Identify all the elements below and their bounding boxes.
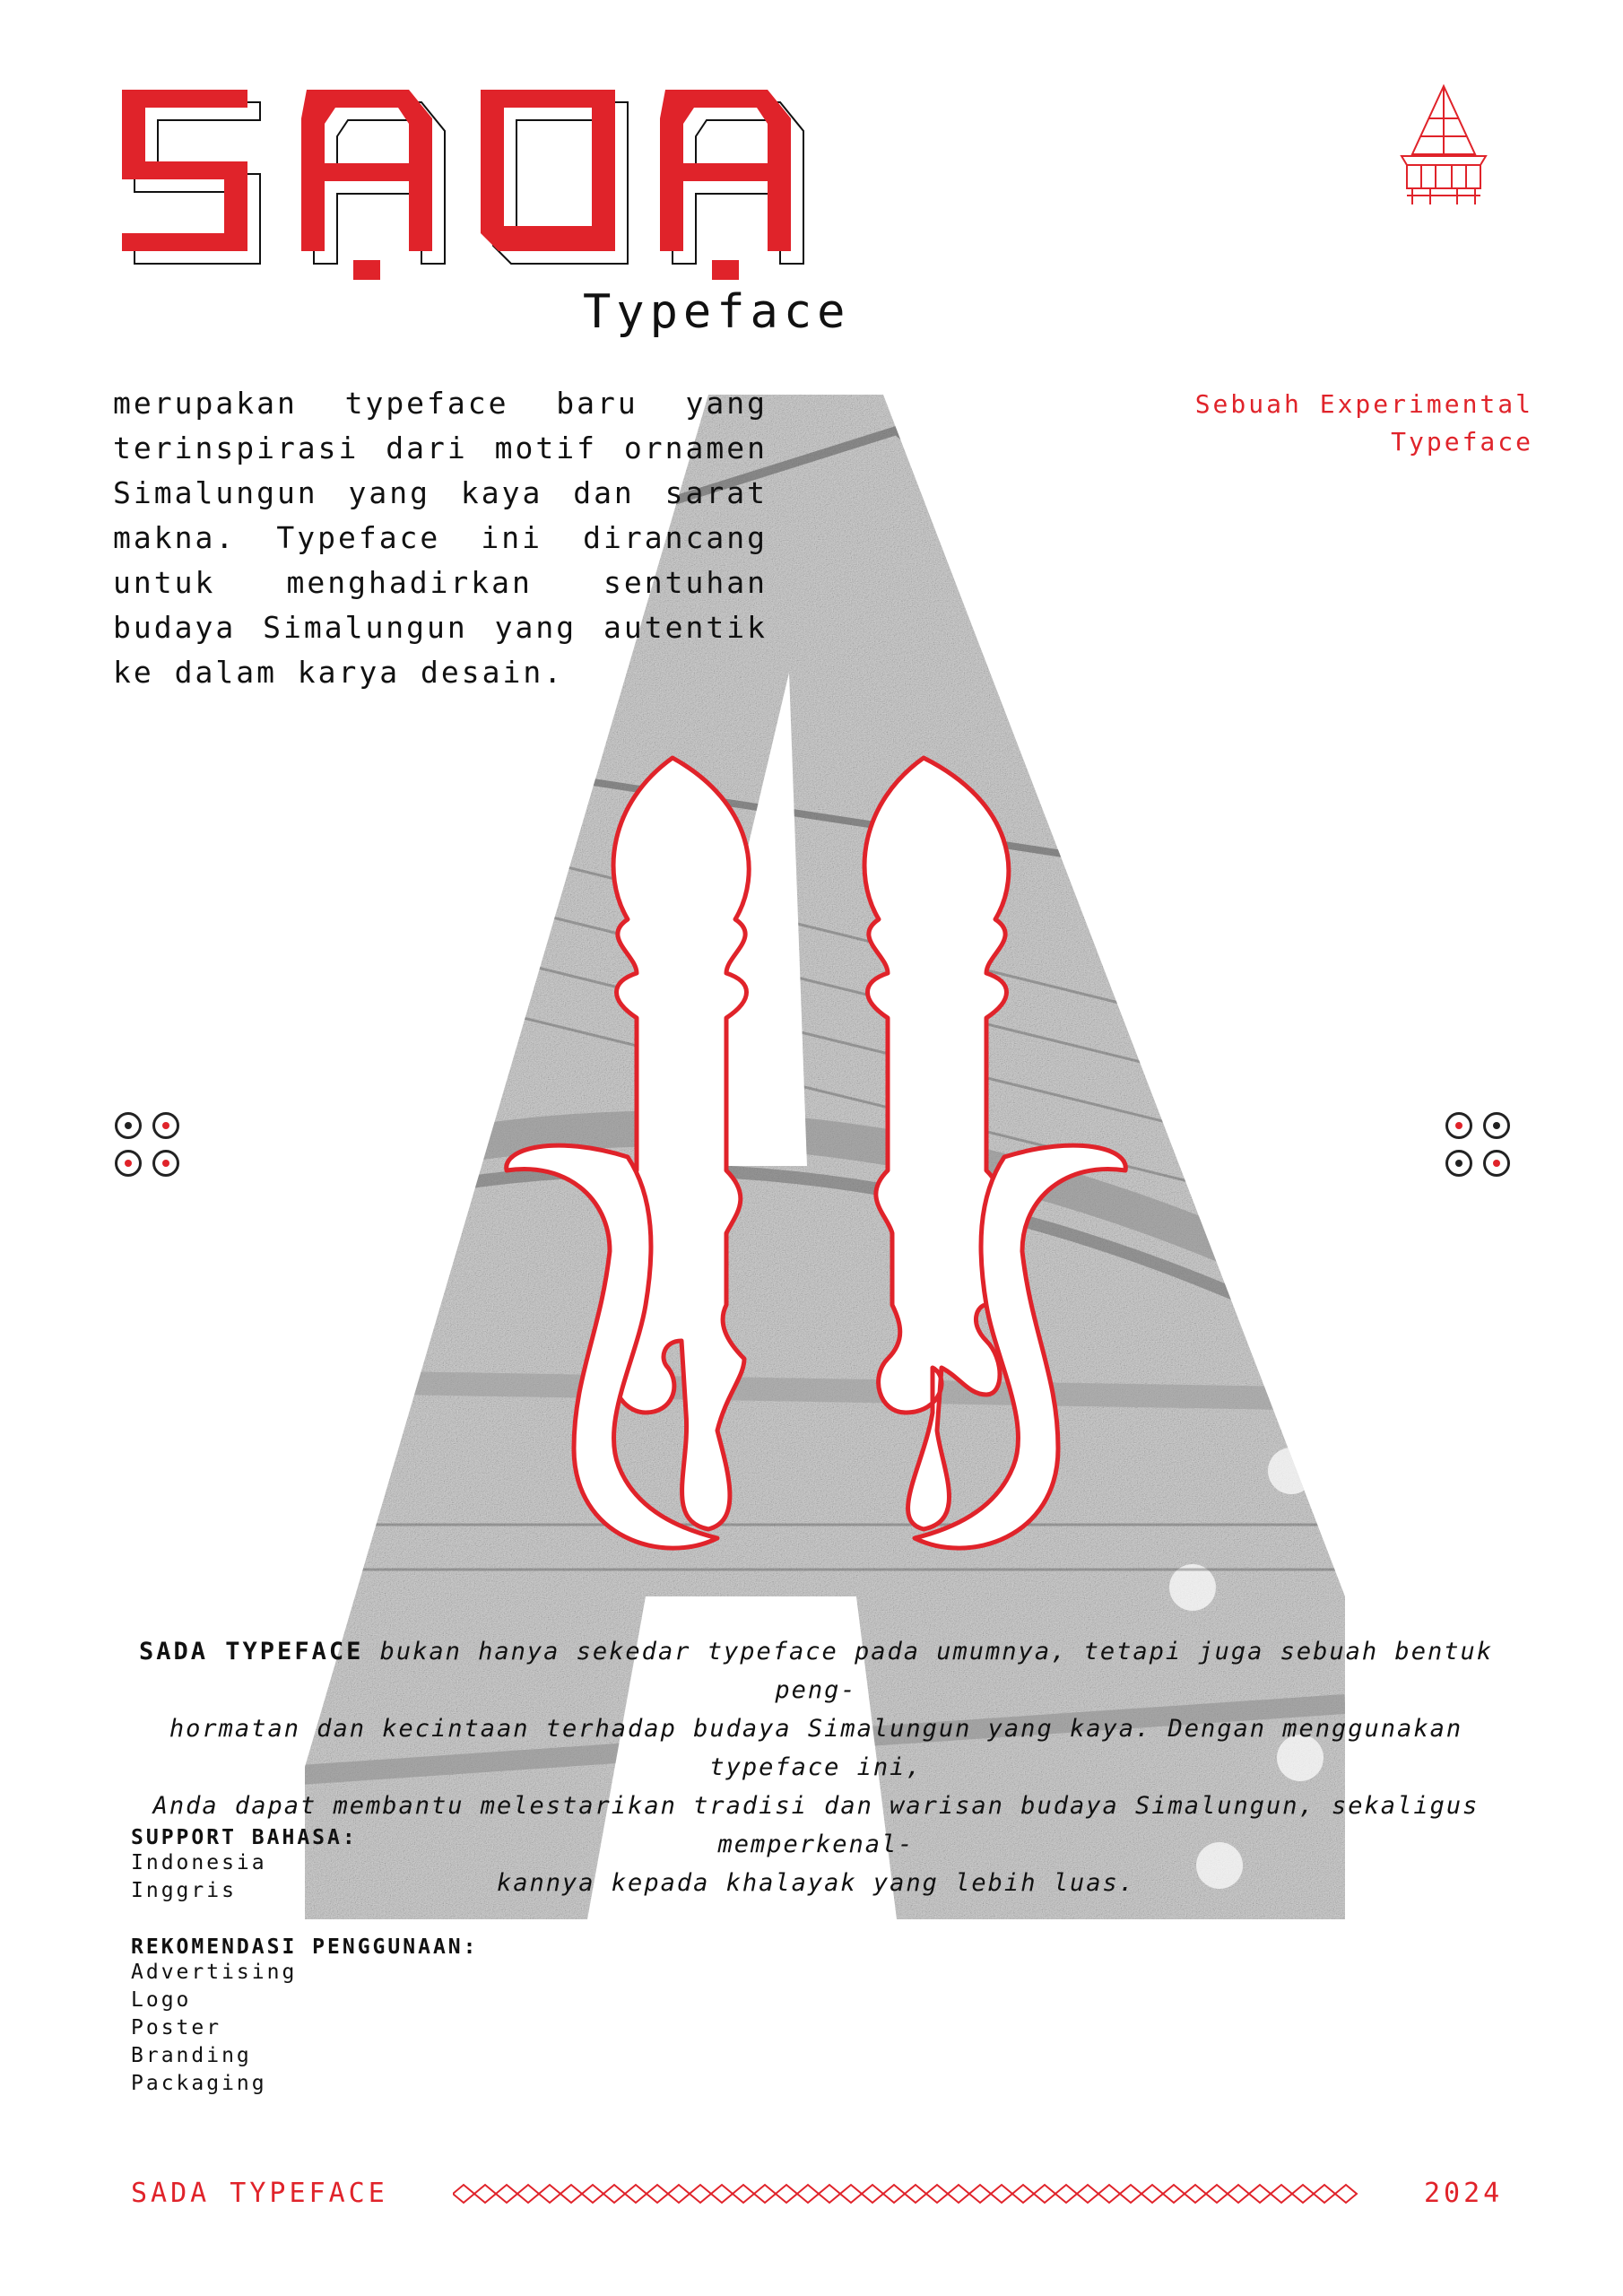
ornament-letter-a [502, 749, 1130, 1565]
diamond-mark [1314, 2185, 1335, 2203]
circle-dot-icon [115, 1150, 142, 1177]
diamond-mark [883, 2185, 905, 2203]
diamond-mark [1077, 2185, 1098, 2203]
diamond-mark [1271, 2185, 1292, 2203]
recommend-item: Packaging [131, 2072, 267, 2095]
body-line-3: Anda dapat membantu melestarikan tradisi dan warisan budaya Simalungun, sekaligus memperkenal- [152, 1792, 1480, 1858]
diamond-mark [926, 2185, 948, 2203]
diamond-mark [797, 2185, 819, 2203]
title-block [113, 83, 848, 289]
diamond-mark [1120, 2185, 1141, 2203]
diamond-mark [711, 2185, 733, 2203]
diamond-mark [1055, 2185, 1077, 2203]
body-line-2: hormatan dan kecintaan terhadap budaya Simalungun yang kaya. Dengan menggunakan typeface ini, [169, 1715, 1463, 1781]
recommend-item: Advertising [131, 1961, 298, 1984]
recommend-item: Logo [131, 1988, 192, 2012]
tagline-line-2: Typeface [1391, 427, 1533, 457]
footer-year: 2024 [1424, 2178, 1504, 2209]
circle-dot-icon [152, 1112, 179, 1139]
simalungun-house-icon [1394, 83, 1493, 208]
circle-dot-icon [115, 1112, 142, 1139]
diamond-mark [496, 2185, 517, 2203]
diamond-mark [625, 2185, 647, 2203]
diamond-mark [1012, 2185, 1034, 2203]
circle-dot-icon [1445, 1112, 1472, 1139]
diamond-mark [603, 2185, 625, 2203]
footer-brand: SADA TYPEFACE [131, 2178, 388, 2209]
right-dot-cluster [1445, 1112, 1517, 1184]
diamond-mark [969, 2185, 991, 2203]
diamond-mark [517, 2185, 539, 2203]
diamond-mark [560, 2185, 582, 2203]
diamond-mark [1163, 2185, 1185, 2203]
diamond-mark [668, 2185, 690, 2203]
diamond-mark [690, 2185, 711, 2203]
support-item: Indonesia [131, 1851, 267, 1874]
diamond-mark [474, 2185, 496, 2203]
subtitle: Typeface [583, 285, 851, 339]
sada-logotype [113, 83, 848, 289]
diamond-mark [1141, 2185, 1163, 2203]
left-dot-cluster [115, 1112, 187, 1184]
tagline [1085, 386, 1533, 461]
recommend-item: Branding [131, 2044, 252, 2067]
diamond-mark [776, 2185, 797, 2203]
diamond-mark [862, 2185, 883, 2203]
diamond-mark [1335, 2185, 1357, 2203]
recommend-heading: REKOMENDASI PENGGUNAAN: [131, 1935, 479, 1959]
body-line-4: kannya kepada khalayak yang lebih luas. [497, 1869, 1135, 1897]
diamond-mark [1185, 2185, 1206, 2203]
diamond-mark [1098, 2185, 1120, 2203]
diamond-mark [840, 2185, 862, 2203]
diamond-mark [1228, 2185, 1249, 2203]
body-line-1-text: bukan hanya sekedar typeface pada umumnya, tetapi juga sebuah bentuk peng- [363, 1638, 1493, 1704]
recommend-section [131, 1935, 479, 2098]
diamond-mark [754, 2185, 776, 2203]
diamond-mark [1292, 2185, 1314, 2203]
diamond-mark [819, 2185, 840, 2203]
support-item: Inggris [131, 1879, 237, 1902]
diamond-mark [1206, 2185, 1228, 2203]
intro-paragraph: merupakan typeface baru yang terinspirasi dari motif ornamen Simalungun yang kaya dan sarat makna. Typeface ini dirancang untuk menghadirkan sentuhan budaya Simalungun yang autentik ke dalam karya desain. [113, 386, 768, 690]
diamond-mark [948, 2185, 969, 2203]
diamond-chain-pattern [453, 2183, 1367, 2205]
diamond-mark [1034, 2185, 1055, 2203]
circle-dot-icon [1483, 1150, 1510, 1177]
circle-dot-icon [1445, 1150, 1472, 1177]
diamond-mark [733, 2185, 754, 2203]
diamond-mark [647, 2185, 668, 2203]
diamond-mark [453, 2185, 474, 2203]
tagline-line-1: Sebuah Experimental [1194, 389, 1533, 419]
diamond-mark [1249, 2185, 1271, 2203]
diamond-mark [539, 2185, 560, 2203]
circle-dot-icon [1483, 1112, 1510, 1139]
body-lead: SADA TYPEFACE [139, 1638, 364, 1665]
diamond-mark [905, 2185, 926, 2203]
diamond-mark [991, 2185, 1012, 2203]
support-heading: SUPPORT BAHASA: [131, 1826, 358, 1849]
body-line-1 [126, 1632, 1506, 1709]
recommend-item: Poster [131, 2016, 222, 2039]
diamond-mark [582, 2185, 603, 2203]
circle-dot-icon [152, 1150, 179, 1177]
support-section [131, 1826, 358, 1905]
